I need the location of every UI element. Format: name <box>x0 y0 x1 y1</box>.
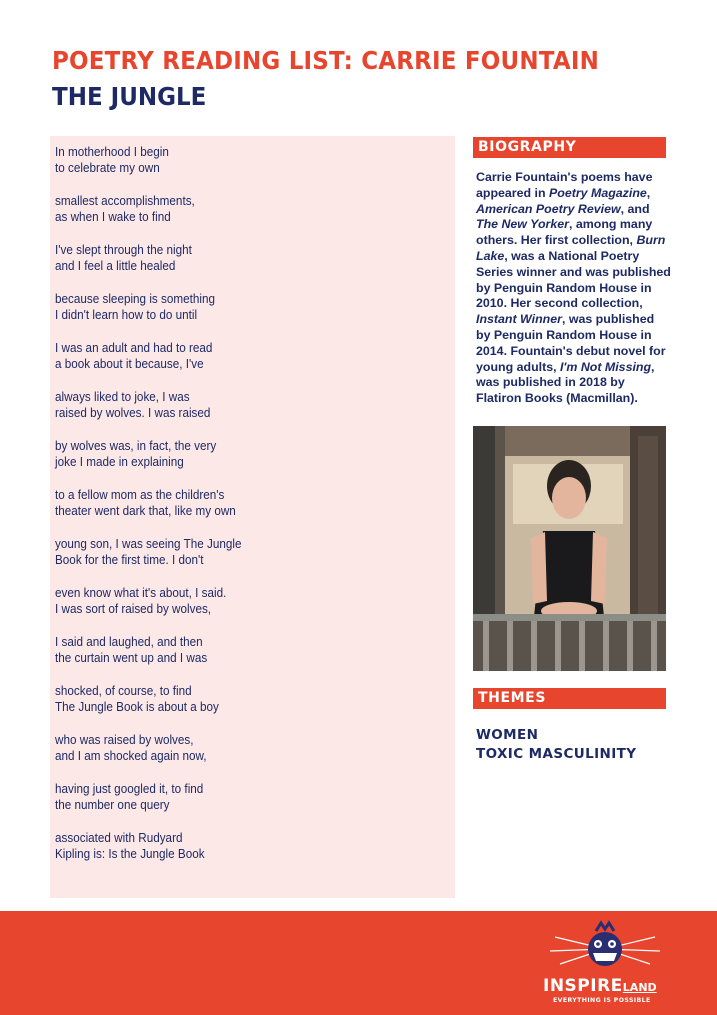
poem-line: raised by wolves. I was raised <box>55 405 211 421</box>
stanza <box>55 683 450 716</box>
poem-line: I said and laughed, and then <box>55 634 203 649</box>
poem-line: I was an adult and had to read <box>55 340 213 355</box>
poem-line: the number one query <box>55 797 170 813</box>
poem-line: smallest accomplishments, <box>55 193 195 208</box>
author-photo <box>473 426 666 671</box>
poem-line: I was sort of raised by wolves, <box>55 601 212 617</box>
poem-line: I didn't learn how to do until <box>55 307 198 323</box>
poem-line: because sleeping is something <box>55 291 216 306</box>
poem-line: joke I made in explaining <box>55 454 184 470</box>
poem-panel <box>50 136 455 898</box>
stanza <box>55 781 450 814</box>
poem-line: and I am shocked again now, <box>55 748 207 764</box>
stanza <box>55 487 450 520</box>
poem-line: I've slept through the night <box>55 242 192 257</box>
poem-line: to celebrate my own <box>55 160 160 176</box>
stanza <box>55 242 450 275</box>
themes-heading: THEMES <box>473 688 666 709</box>
stanza <box>55 732 450 765</box>
poem-line: Kipling is: Is the Jungle Book <box>55 846 205 862</box>
stanza <box>55 291 450 324</box>
stanza <box>55 193 450 226</box>
poem-line: the curtain went up and I was <box>55 650 208 666</box>
stanza <box>55 144 450 177</box>
poem-line: who was raised by wolves, <box>55 732 194 747</box>
stanza <box>55 389 450 422</box>
poem-line: always liked to joke, I was <box>55 389 190 404</box>
poem-line: The Jungle Book is about a boy <box>55 699 219 715</box>
poem-line: young son, I was seeing The Jungle <box>55 536 242 551</box>
poem-line: even know what it's about, I said. <box>55 585 227 600</box>
poem-line: shocked, of course, to find <box>55 683 192 698</box>
poem-line: associated with Rudyard <box>55 830 183 845</box>
theme-item: WOMEN <box>476 727 539 743</box>
biography-text: Carrie Fountain's poems have appeared in Poetry Magazine, American Poetry Review, and The New Yorker, among many others. Her first collection, Burn Lake, was a National Poetry Series winner and was published by Penguin Random House in 2010. Her second collection, Instant Winner, was published by Penguin Random House in 2014. Fountain's debut novel for young adults, I'm Not Missing, was published in 2018 by Flatiron Books (Macmillan). <box>476 170 671 406</box>
theme-item: TOXIC MASCULINITY <box>476 746 637 762</box>
poem-line: and I feel a little healed <box>55 258 176 274</box>
poem-line: to a fellow mom as the children's <box>55 487 225 502</box>
themes-list <box>476 726 636 764</box>
page-title: POETRY READING LIST: CARRIE FOUNTAIN <box>52 46 600 75</box>
stanza <box>55 438 450 471</box>
poem-title: THE JUNGLE <box>52 82 207 111</box>
stanza <box>55 340 450 373</box>
poem-line: by wolves was, in fact, the very <box>55 438 217 453</box>
poem-text <box>55 144 450 879</box>
stanza <box>55 830 450 863</box>
poem-line: as when I wake to find <box>55 209 171 225</box>
poem-line: having just googled it, to find <box>55 781 204 796</box>
footer-band <box>0 911 717 1015</box>
brand-logo-text: INSPIRELAND <box>543 976 657 996</box>
biography-heading: BIOGRAPHY <box>473 137 666 158</box>
stanza <box>55 634 450 667</box>
poem-line: theater went dark that, like my own <box>55 503 236 519</box>
poem-line: a book about it because, I've <box>55 356 204 372</box>
brand-tagline: EVERYTHING IS POSSIBLE <box>553 997 651 1004</box>
poem-line: Book for the first time. I don't <box>55 552 204 568</box>
stanza <box>55 536 450 569</box>
poem-line: In motherhood I begin <box>55 144 169 159</box>
stanza <box>55 585 450 618</box>
